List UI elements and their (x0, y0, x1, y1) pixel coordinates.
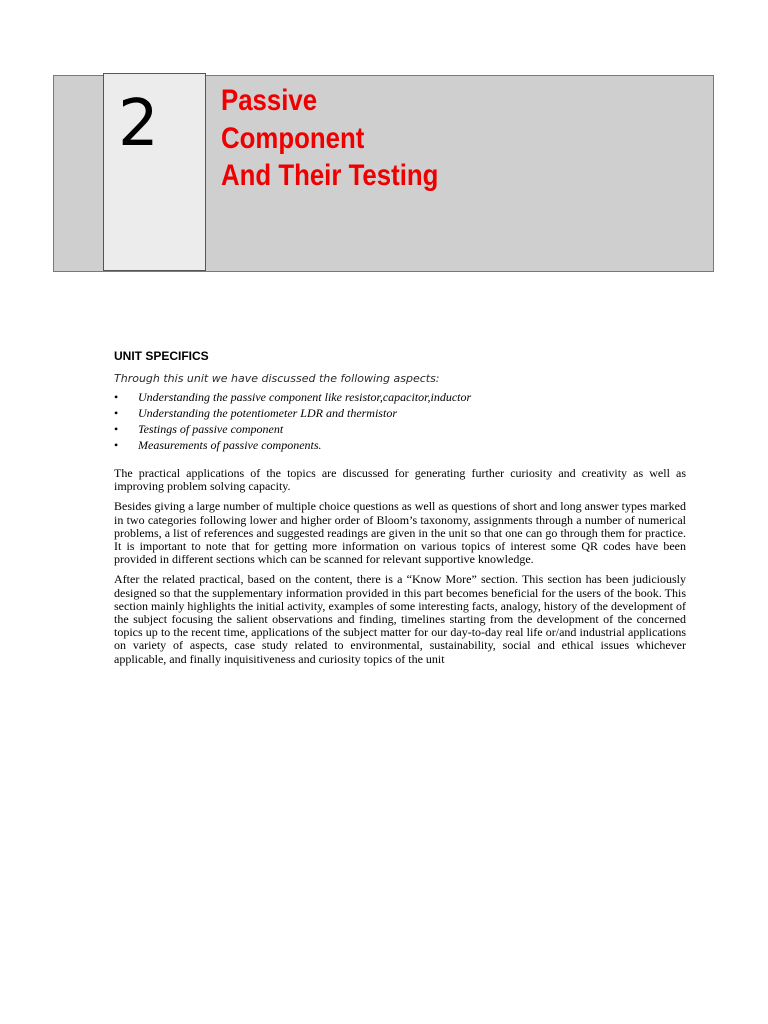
chapter-title (221, 82, 634, 195)
chapter-title-line: Passive (221, 84, 318, 117)
body-paragraph: Besides giving a large number of multiple choice questions as well as questions of short and long answer types marked in two categories following lower and higher order of Bloom’s taxonomy, assignments through a number of numerical problems, a list of references and suggested readings are given in the unit so that one can go through them for practice. It is important to note that for getting more information on various topics of interest some QR codes have been provided in different sections which can be scanned for relevant supportive knowledge. (114, 499, 686, 567)
unit-specifics-heading: UNIT SPECIFICS (114, 349, 209, 363)
unit-intro: Through this unit we have discussed the following aspects: (114, 372, 440, 385)
chapter-title-line: And Their Testing (221, 159, 439, 192)
body-paragraph: The practical applications of the topics are discussed for generating further curiosity and creativity as well as improving problem solving capacity. (114, 466, 686, 494)
list-item: • Measurements of passive components. (114, 437, 686, 453)
chapter-number-box (103, 73, 206, 271)
list-item: • Understanding the potentiometer LDR and thermistor (114, 405, 686, 421)
list-item: • Testings of passive component (114, 421, 686, 437)
unit-content (114, 349, 686, 673)
list-item: • Understanding the passive component like resistor,capacitor,inductor (114, 389, 686, 405)
aspects-list (114, 389, 686, 453)
chapter-number: 2 (118, 87, 159, 161)
chapter-title-line: Component (221, 121, 365, 155)
body-paragraph: After the related practical, based on the content, there is a “Know More” section. This section has been judiciously designed so that the supplementary information provided in this part becomes beneficial for the users of the book. This section mainly highlights the initial activity, examples of some interesting facts, analogy, history of the development of the subject focusing the salient observations and finding, timelines starting from the development of the concerned topics up to the recent time, applications of the subject matter for our day-to-day real life or/and industrial applications on variety of aspects, case study related to environmental, sustainability, social and ethical issues whichever applicable, and finally inquisitiveness and curiosity topics of the unit (114, 572, 686, 666)
